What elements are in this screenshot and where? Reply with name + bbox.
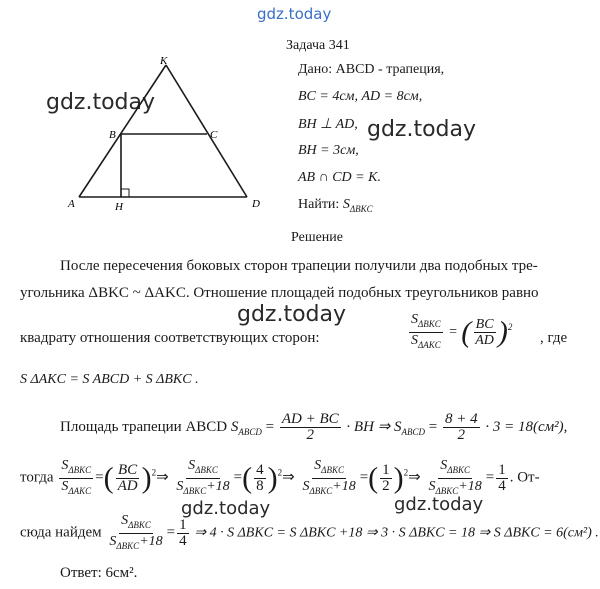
then-line: тогда $\frac{S_{\Delta BKC}}{S_{\Delta AKC}}$ =( $\frac{BC}{AD}$ )$^2$⇒ $\frac{S_{\Delta BKC}}{S_{\Delta BKC}+18}$ =( $\frac{4}{8}$ )$^2$⇒ $\frac{S_{\Delta BKC}}{S_{\Delta BKC}+18}$ =( $\frac{1}{2}$ )$^2$⇒ $\frac{S_{\Delta BKC}}{S_{\Delta BKC}+18}$ = $\frac{1}{4}$ . От- (20, 458, 540, 496)
find-result-line: сюда найдем $\frac{S_{\Delta BKC}}{S_{\Delta BKC}+18}$ = $\frac{1}{4}$ ⇒ 4 · S ΔBKC = S ΔBKC +18 ⇒ 3 · S ΔBKC = 18 ⇒ S ΔBKC = 6(см²) . (20, 513, 599, 551)
area-sum-formula: S ΔAKC = S ABCD + S ΔBKC . (20, 372, 199, 387)
watermark: gdz.today (46, 90, 156, 115)
body-line: , где (540, 330, 568, 346)
label-c: C (210, 129, 218, 141)
label-b: B (109, 129, 116, 141)
given-line: BH = 3см, (298, 143, 359, 158)
find-line (298, 197, 373, 214)
label-h: H (115, 201, 123, 213)
body-line: квадрату отношения соответствующих сторон: (20, 330, 320, 346)
given-line: Дано: ABCD - трапеция, (298, 62, 445, 77)
ratio-formula: $\frac{S_{\Delta BKC}}{S_{\Delta AKC}}$ = ( $\frac{BC}{AD}$ )$^2$ (411, 312, 513, 350)
given-line: BC = 4см, AD = 8см, (298, 89, 423, 104)
area-line: Площадь трапеции ABCD $S_{ABCD}$ = $\frac{AD + BC}{2}$ · BH ⇒ $S_{ABCD}$ = $\frac{8 + 4}{2}$ · 3 = 18(см²), (60, 411, 568, 443)
watermark: gdz.today (181, 498, 271, 519)
side-kd (166, 65, 247, 197)
problem-title: Задача 341 (286, 38, 350, 53)
find-label: Найти: (298, 197, 340, 212)
then-end: От- (517, 469, 540, 486)
label-k: K (160, 55, 168, 67)
area-label: Площадь трапеции ABCD (60, 418, 228, 435)
right-angle-mark (121, 189, 129, 197)
find-sub: ΔBKC (349, 203, 373, 214)
trapezoid-figure (62, 55, 272, 215)
watermark: gdz.today (367, 117, 477, 142)
watermark: gdz.today (394, 494, 484, 515)
find-word: сюда найдем (20, 524, 102, 541)
label-a: A (68, 198, 75, 210)
body-line: После пересечения боковых сторон трапеции получили два подобных тре- (60, 258, 538, 274)
find-value: S (342, 197, 350, 212)
side-ak (79, 65, 166, 197)
then-word: тогда (20, 469, 54, 486)
solution-heading: Решение (291, 230, 344, 245)
given-line: AB ∩ CD = K. (298, 170, 381, 185)
label-d: D (252, 198, 260, 210)
watermark-top: gdz.today (257, 5, 332, 23)
watermark: gdz.today (237, 302, 347, 327)
answer: Ответ: 6см². (60, 565, 138, 581)
body-line: угольника ΔBKC ~ ΔAKC. Отношение площадей подобных треугольников равно (20, 285, 539, 301)
given-line: BH ⊥ AD, (298, 117, 358, 132)
